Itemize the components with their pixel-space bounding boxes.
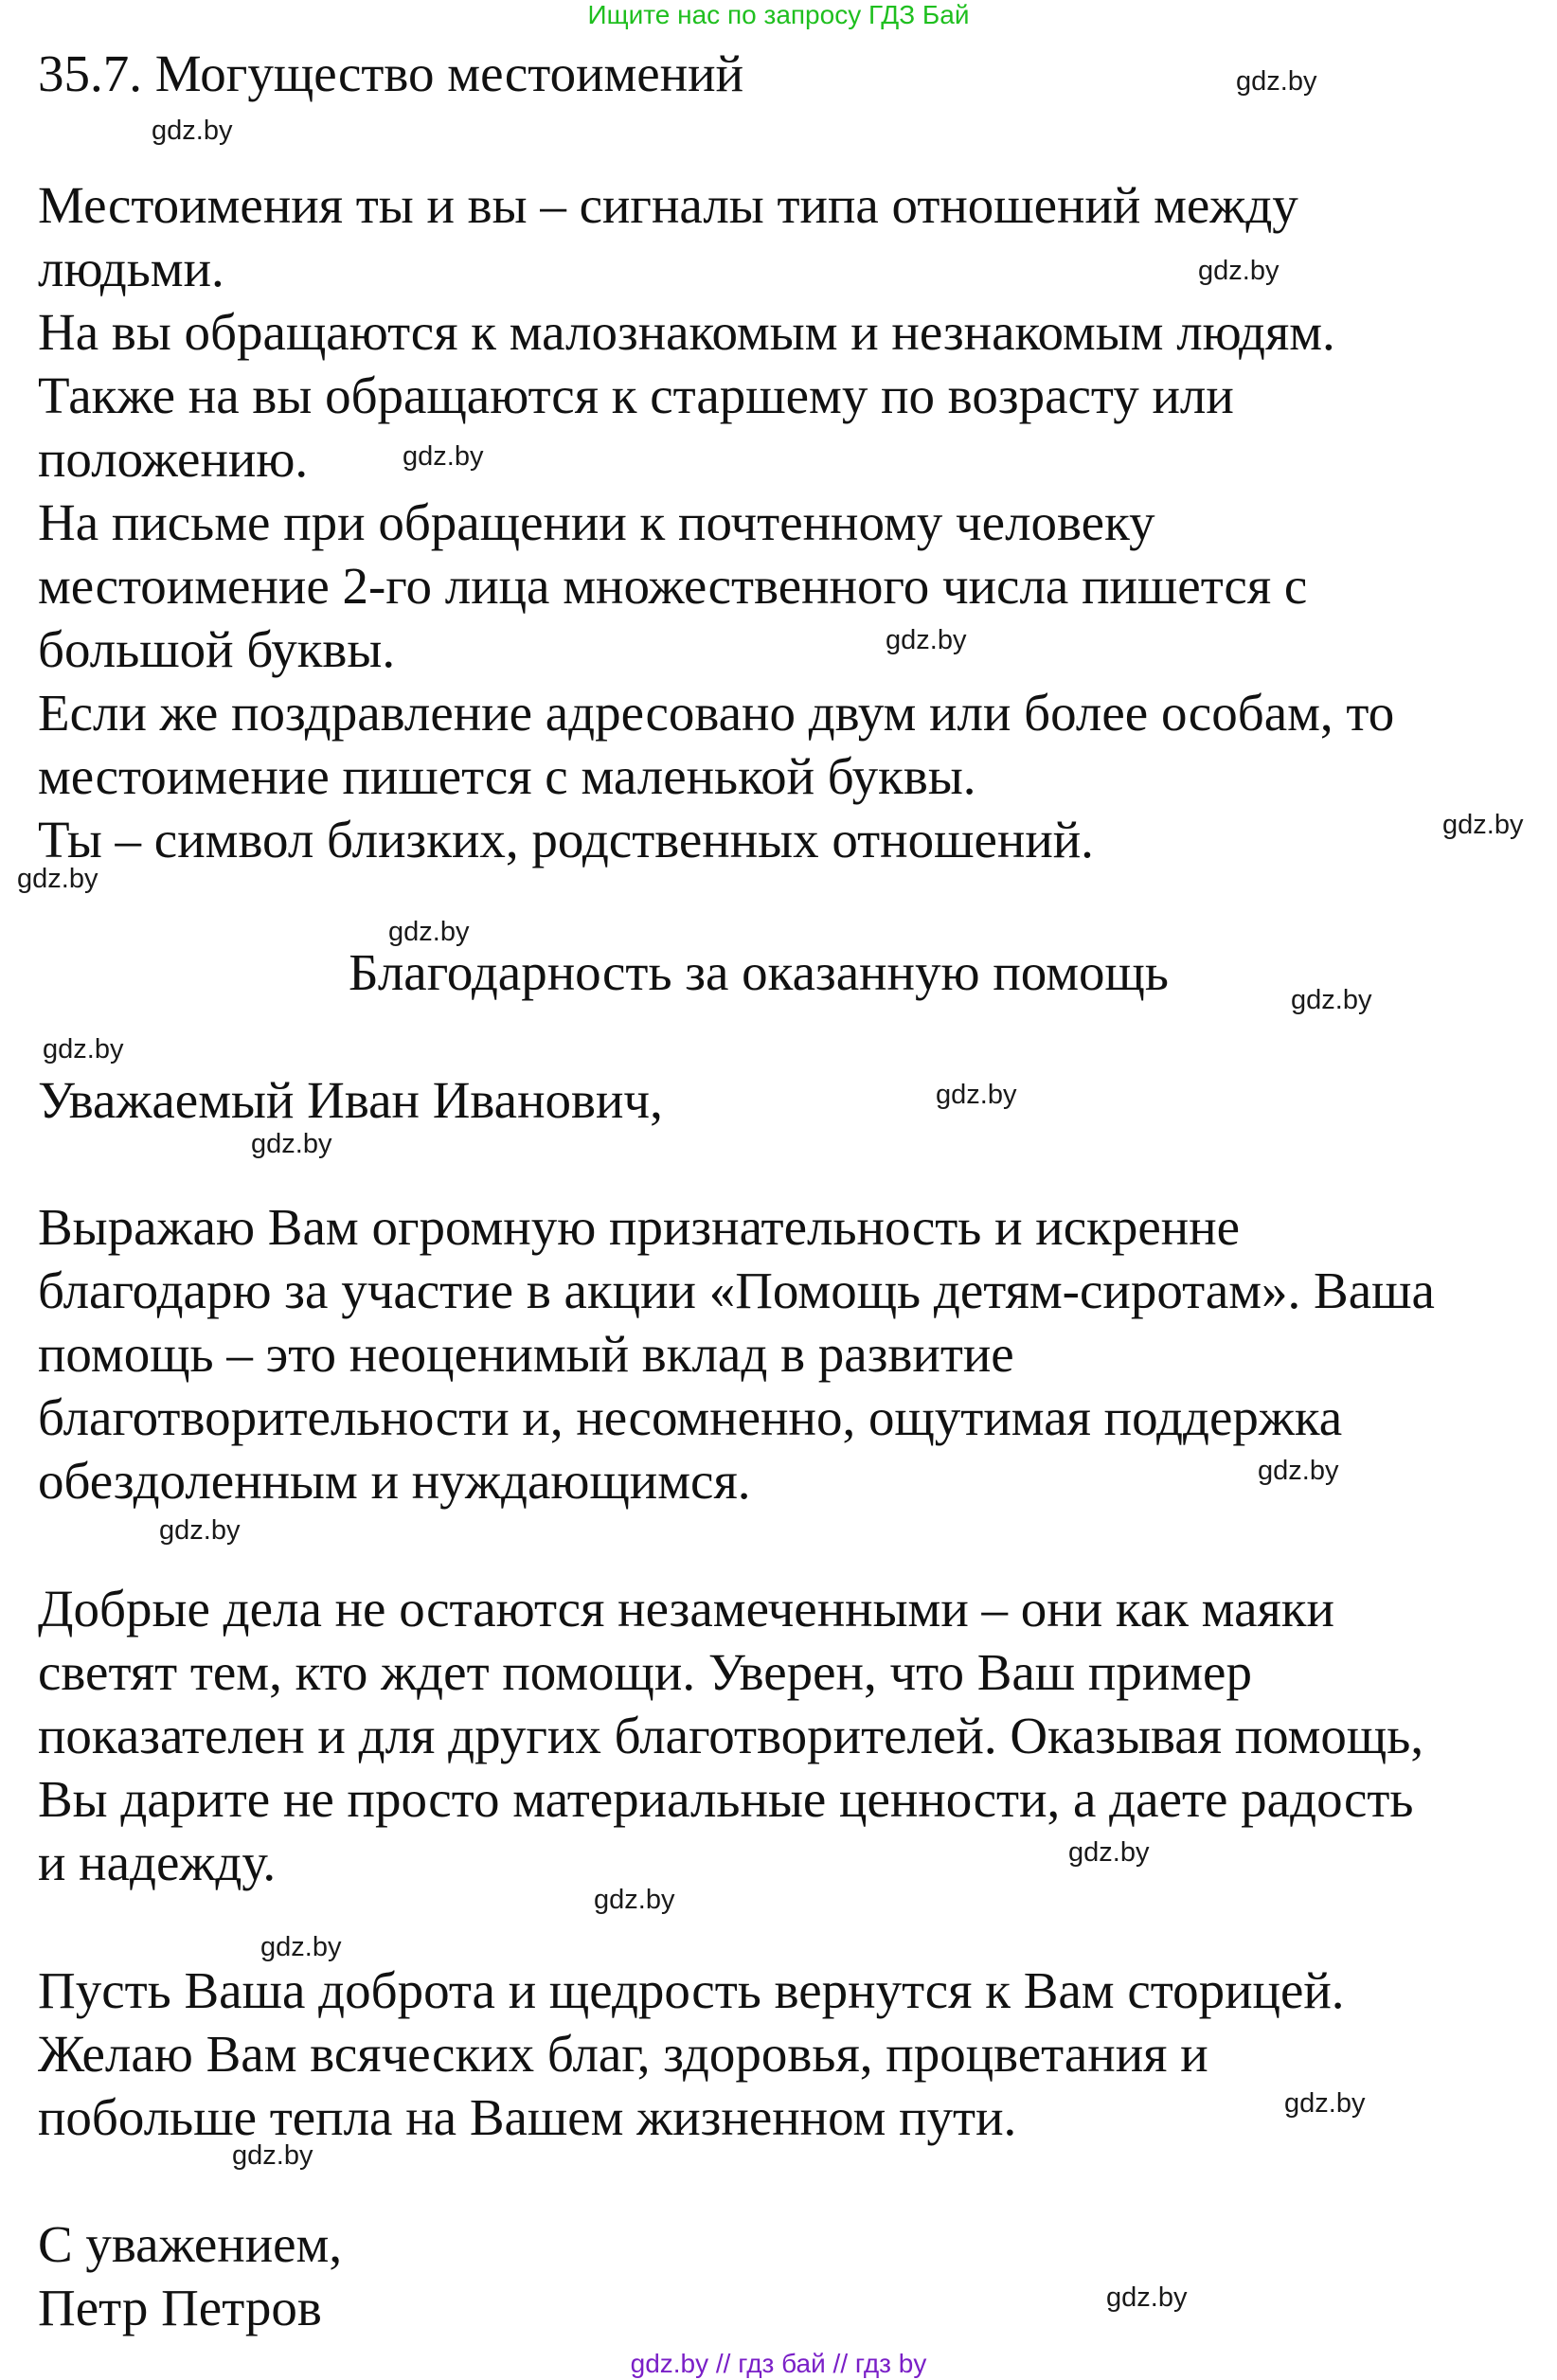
intro-line: Ты – символ близких, родственных отношений. [38,811,1094,868]
paragraph-line: благодарю за участие в акции «Помощь детям-сиротам». Ваша [38,1262,1435,1319]
watermark: gdz.by [1284,2088,1366,2119]
intro-line: местоимение 2-го лица множественного числа пишется с [38,557,1308,615]
watermark: gdz.by [152,116,233,146]
intro-line: На письме при обращении к почтенному человеку [38,493,1155,551]
letter-signoff [38,2212,342,2339]
intro-line: Местоимения ты и вы – сигналы типа отношений между [38,176,1298,234]
watermark: gdz.by [1068,1837,1150,1868]
paragraph-line: Добрые дела не остаются незамеченными – они как маяки [38,1580,1334,1637]
paragraph-line: светят тем, кто ждет помощи. Уверен, что Ваш пример [38,1643,1252,1701]
paragraph-line: Вы дарите не просто материальные ценности, а даете радость [38,1770,1414,1828]
paragraph-line: Желаю Вам всяческих благ, здоровья, процветания и [38,2025,1208,2083]
intro-line: На вы обращаются к малознакомым и незнакомым людям. [38,303,1335,361]
intro-paragraph [38,173,1394,871]
paragraph-line: обездоленным и нуждающимся. [38,1452,751,1510]
letter-signature: Петр Петров [38,2279,322,2336]
paragraph-line: Выражаю Вам огромную признательность и искренне [38,1198,1241,1256]
top-banner[interactable]: Ищите нас по запросу ГДЗ Бай [587,0,970,29]
paragraph-line: показателен и для других благотворителей. Оказывая помощь, [38,1707,1424,1764]
watermark: gdz.by [936,1080,1017,1110]
intro-line: большой буквы. [38,620,396,678]
paragraph-line: благотворительности и, несомненно, ощутимая поддержка [38,1388,1343,1446]
watermark: gdz.by [1442,810,1524,840]
watermark: gdz.by [886,625,967,655]
watermark: gdz.by [403,441,484,472]
intro-line: людьми. [38,240,224,297]
watermark: gdz.by [251,1129,332,1159]
intro-line: Также на вы обращаются к старшему по возрасту или [38,367,1234,424]
paragraph-line: побольше тепла на Вашем жизненном пути. [38,2088,1017,2146]
letter-paragraph-1 [38,1195,1435,1512]
intro-line: положению. [38,430,309,488]
paragraph-line: Пусть Ваша доброта и щедрость вернутся к Вам сторицей. [38,1961,1345,2019]
letter-closing: С уважением, [38,2215,343,2273]
letter-title: Благодарность за оказанную помощь [349,943,1169,1001]
watermark: gdz.by [1198,256,1280,286]
watermark: gdz.by [260,1932,342,1962]
watermark: gdz.by [17,864,98,894]
letter-paragraph-2 [38,1577,1423,1894]
watermark: gdz.by [1106,2282,1188,2313]
watermark: gdz.by [388,917,470,947]
letter-salutation: Уважаемый Иван Иванович, [38,1071,663,1129]
watermark: gdz.by [232,2140,313,2171]
watermark: gdz.by [159,1515,241,1546]
watermark: gdz.by [1258,1456,1339,1486]
paragraph-line: помощь – это неоценимый вклад в развитие [38,1325,1014,1383]
watermark: gdz.by [1291,985,1372,1015]
paragraph-line: и надежду. [38,1834,277,1891]
intro-line: местоимение пишется с маленькой буквы. [38,747,976,805]
page-title: 35.7. Могущество местоимений [38,45,744,102]
watermark: gdz.by [594,1885,675,1915]
watermark: gdz.by [43,1034,124,1065]
letter-paragraph-3 [38,1959,1345,2149]
watermark: gdz.by [1236,66,1317,97]
intro-line: Если же поздравление адресовано двум или более особам, то [38,684,1395,742]
bottom-banner[interactable]: gdz.by // гдз бай // гдз by [630,2349,927,2378]
